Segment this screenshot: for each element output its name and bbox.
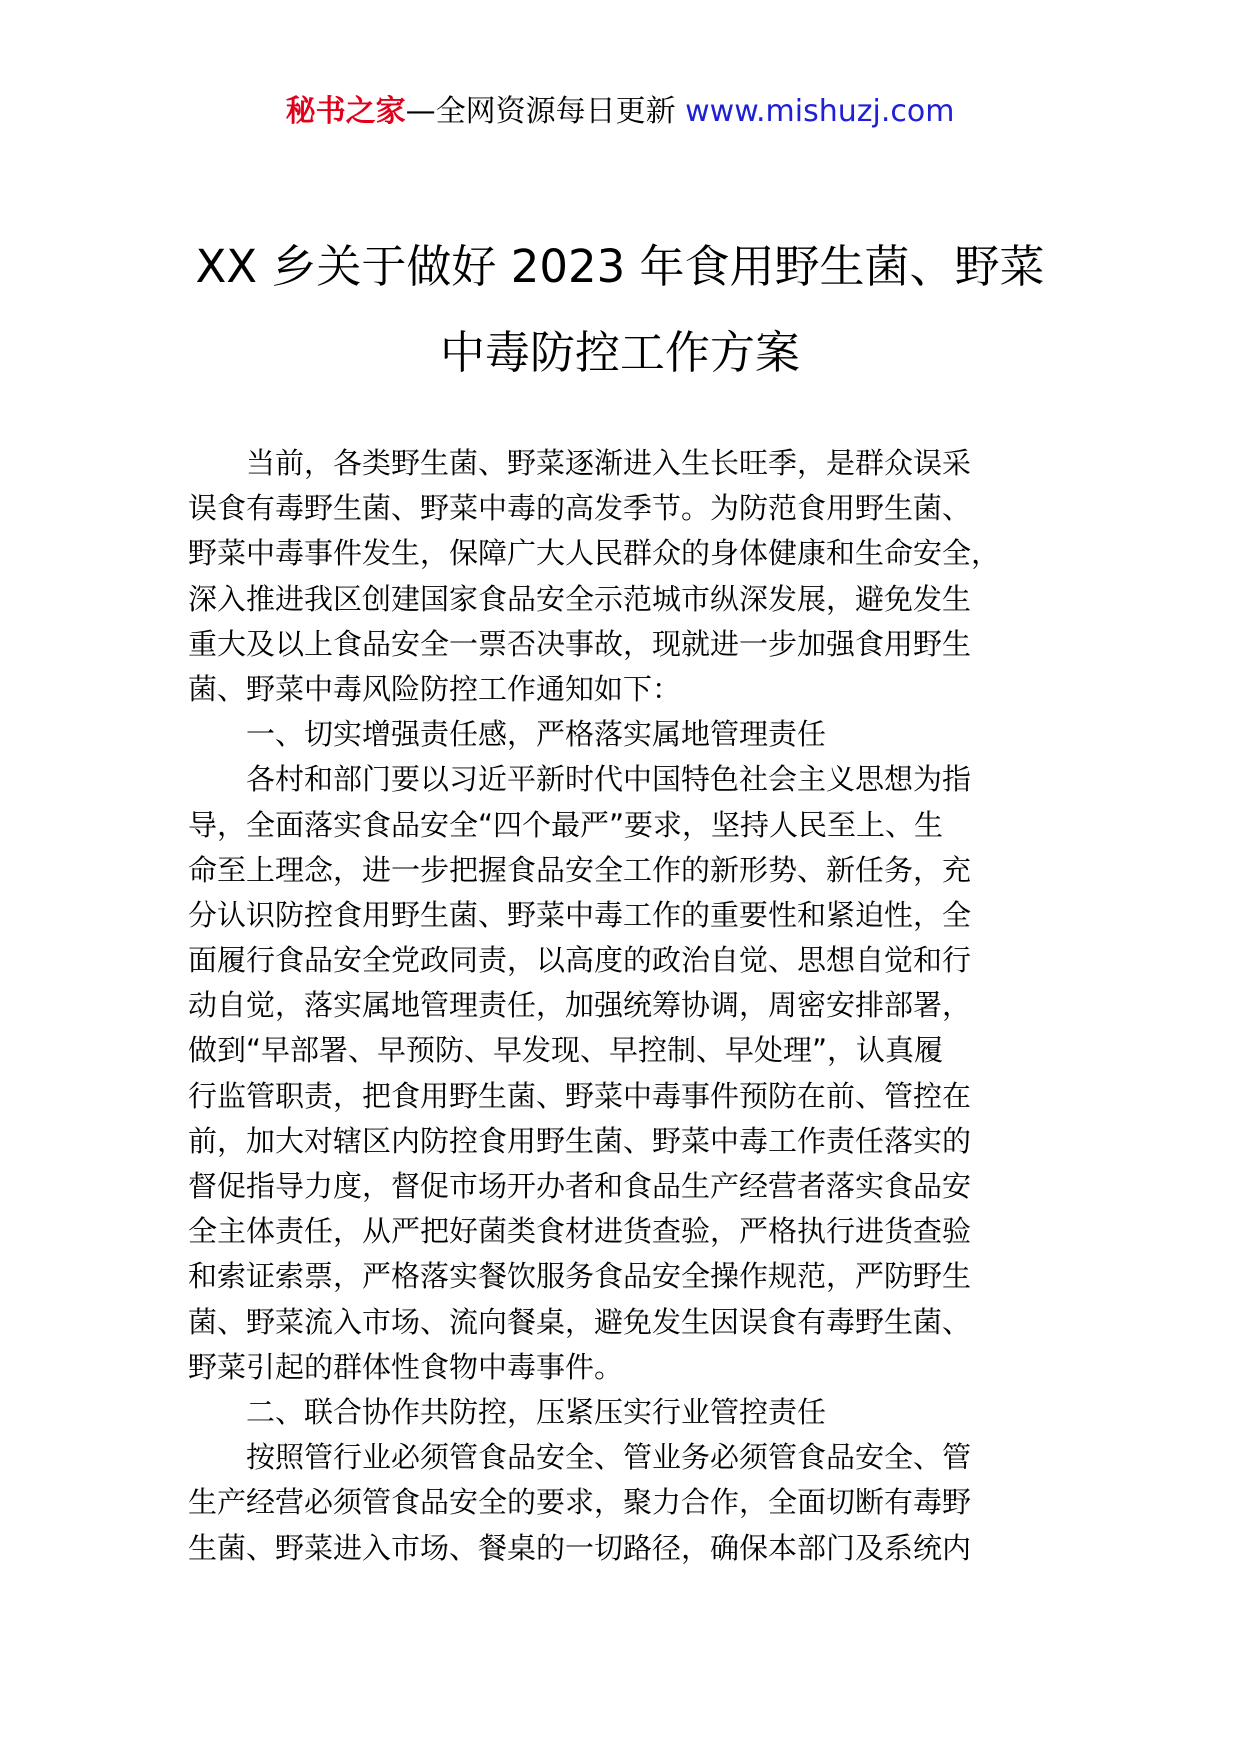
body-line: 重大及以上食品安全一票否决事故，现就进一步加强食用野生 [188, 626, 972, 661]
body-line: 全主体责任，从严把好菌类食材进货查验，严格执行进货查验 [188, 1214, 972, 1249]
body-line: 菌、野菜流入市场、流向餐桌，避免发生因误食有毒野生菌、 [188, 1304, 972, 1339]
body-line: 野菜中毒事件发生，保障广大人民群众的身体健康和生命安全， [188, 536, 1001, 571]
site-url[interactable]: www.mishuzj.com [685, 94, 955, 129]
body-line: 生菌、野菜进入市场、餐桌的一切路径，确保本部门及系统内 [188, 1530, 972, 1565]
site-tagline: —全网资源每日更新 [405, 94, 686, 129]
title-line-1: XX 乡关于做好 2023 年食用野生菌、野菜 [195, 240, 1045, 293]
body-line: 动自觉，落实属地管理责任，加强统筹协调，周密安排部署， [188, 988, 972, 1023]
section-heading-2: 二、联合协作共防控，压紧压实行业管控责任 [188, 1394, 827, 1429]
body-line: 和索证索票，严格落实餐饮服务食品安全操作规范，严防野生 [188, 1259, 972, 1294]
title-line-2: 中毒防控工作方案 [439, 326, 800, 379]
document-body [188, 441, 1058, 1571]
body-line: 误食有毒野生菌、野菜中毒的高发季节。为防范食用野生菌、 [188, 491, 972, 526]
body-line: 导，全面落实食品安全“四个最严”要求，坚持人民至上、生 [188, 807, 944, 842]
section-heading-1: 一、切实增强责任感，严格落实属地管理责任 [188, 717, 827, 752]
body-line: 菌、野菜中毒风险防控工作通知如下： [188, 671, 682, 706]
body-line: 生产经营必须管食品安全的要求，聚力合作，全面切断有毒野 [188, 1485, 972, 1520]
body-line: 分认识防控食用野生菌、野菜中毒工作的重要性和紧迫性，全 [188, 897, 972, 932]
body-line: 野菜引起的群体性食物中毒事件。 [188, 1349, 624, 1384]
body-line: 前，加大对辖区内防控食用野生菌、野菜中毒工作责任落实的 [188, 1123, 972, 1158]
body-line: 命至上理念，进一步把握食品安全工作的新形势、新任务，充 [188, 852, 972, 887]
site-header [0, 92, 1240, 132]
body-line: 当前，各类野生菌、野菜逐渐进入生长旺季，是群众误采 [188, 446, 972, 480]
site-brand: 秘书之家 [285, 94, 406, 129]
body-line: 面履行食品安全党政同责，以高度的政治自觉、思想自觉和行 [188, 943, 972, 978]
body-line: 行监管职责，把食用野生菌、野菜中毒事件预防在前、管控在 [188, 1078, 972, 1113]
body-line: 各村和部门要以习近平新时代中国特色社会主义思想为指 [188, 762, 972, 797]
body-line: 督促指导力度，督促市场开办者和食品生产经营者落实食品安 [188, 1169, 972, 1203]
body-line: 深入推进我区创建国家食品安全示范城市纵深发展，避免发生 [188, 581, 972, 616]
body-line: 按照管行业必须管食品安全、管业务必须管食品安全、管 [188, 1440, 972, 1475]
document-title [0, 224, 1240, 396]
body-line: 做到“早部署、早预防、早发现、早控制、早处理”，认真履 [188, 1033, 944, 1068]
